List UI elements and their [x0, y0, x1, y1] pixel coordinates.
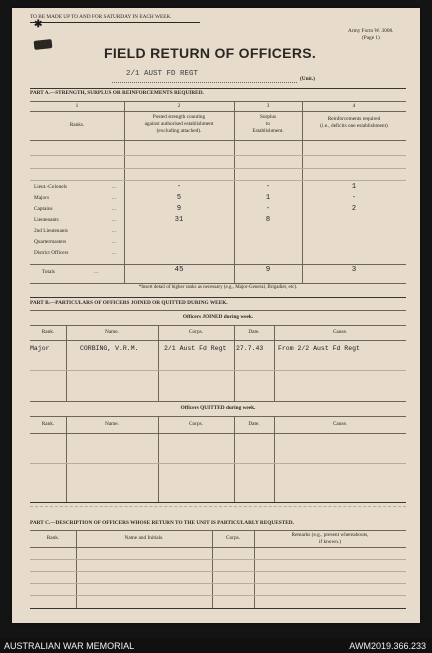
part-a-bottom-rule	[30, 283, 406, 284]
part-c-row-rule-2	[30, 571, 406, 572]
posted-header-line-3: (excluding attached).	[156, 128, 202, 134]
part-c-row-rule-4	[30, 595, 406, 596]
joined-bottom-rule	[30, 401, 406, 402]
quitted-title: Officers QUITTED during week.	[180, 405, 256, 411]
ink-mark: ✱	[34, 19, 43, 30]
part-c-bottom-rule	[30, 608, 406, 609]
joined-col-divider-4	[274, 325, 275, 401]
joined-date-value: 27.7.43	[236, 345, 264, 352]
part-b-header-rule	[30, 310, 406, 311]
posted-majors: 5	[176, 194, 182, 202]
rank-lieut-colonels: Lieut.-Colonels	[34, 184, 68, 190]
unit-dotted-line	[112, 82, 297, 83]
joined-rank-value: Major	[30, 345, 50, 352]
quitted-col-divider-4	[274, 416, 275, 502]
quitted-col-date: Date.	[248, 421, 260, 427]
quitted-col-cause: Cause.	[332, 421, 348, 427]
blank-row-rule-2	[30, 168, 406, 169]
part-b-top-rule	[30, 297, 406, 298]
col-number-3: 3	[266, 103, 270, 109]
part-c-row-rule-1	[30, 559, 406, 560]
remarks-header-line-1: Remarks (e.g., present whereabouts,	[291, 532, 369, 538]
top-note: TO BE MADE UP TO AND FOR SATURDAY IN EACH WEEK.	[30, 14, 172, 20]
rank-dots: ...	[112, 217, 116, 223]
joined-name-value: CORBING, V.R.M.	[80, 345, 139, 352]
remarks-header-line-2: if known.)	[318, 538, 342, 545]
reinf-majors: -	[351, 194, 357, 202]
unit-label: (Unit.)	[300, 76, 315, 82]
surplus-header-line-2: to	[265, 121, 271, 127]
rank-dots: ...	[112, 250, 116, 256]
part-b-heading: PART B.—PARTICULARS OF OFFICERS JOINED OR QUITTED DURING WEEK.	[30, 300, 228, 306]
blank-row-rule-3	[30, 180, 406, 181]
rank-dots: ...	[112, 206, 116, 212]
reinf-lieut-colonels: 1	[351, 183, 357, 191]
blank-row-rule-1	[30, 155, 406, 156]
surplus-header	[234, 114, 302, 135]
reinf-header-line-1: Reinforcements required	[327, 116, 381, 122]
total-surplus: 9	[265, 266, 271, 274]
part-b-bottom-rule	[30, 502, 406, 503]
joined-header-rule	[30, 340, 406, 341]
total-reinforcements: 3	[351, 266, 357, 274]
unit-value: 2/1 AUST FD REGT	[126, 70, 199, 78]
form-title: FIELD RETURN OF OFFICERS.	[104, 45, 317, 61]
quitted-col-divider-2	[158, 416, 159, 502]
rank-dots: ...	[112, 239, 116, 245]
reinf-header-line-2: (i.e., deficits one establishment)	[320, 123, 388, 129]
col-number-4: 4	[352, 103, 356, 109]
rank-captains: Captains	[34, 206, 53, 212]
quitted-header-rule	[30, 433, 406, 434]
surplus-lieut-colonels: -	[265, 183, 271, 191]
joined-col-cause: Cause.	[332, 329, 348, 335]
part-a-top-rule	[30, 88, 406, 89]
joined-col-name: Name.	[105, 329, 119, 335]
page-label: (Page 1)	[362, 35, 380, 41]
part-c-header-rule	[30, 530, 406, 531]
joined-row-rule	[30, 370, 406, 371]
rank-dots: ...	[112, 195, 116, 201]
rank-dots: ...	[112, 184, 116, 190]
joined-cause-value: From 2/2 Aust Fd Regt	[278, 345, 360, 352]
joined-col-divider-1	[66, 325, 67, 401]
surplus-header-line-1: Surplus	[259, 114, 277, 120]
joined-title: Officers JOINED during week.	[182, 314, 254, 320]
total-posted: 45	[174, 266, 184, 274]
part-a-header-rule	[30, 101, 406, 102]
joined-title-rule	[30, 325, 406, 326]
totals-rule	[30, 264, 406, 265]
part-a-footnote: *Insert detail of higher ranks as necessary (e.g., Major-General, Brigadier, etc).	[138, 285, 298, 290]
rank-majors: Majors	[34, 195, 50, 201]
posted-lieutenants: 31	[174, 216, 184, 224]
quitted-col-rank: Rank.	[41, 421, 55, 427]
part-c-col-header-rule	[30, 547, 406, 548]
totals-label: Totals	[42, 269, 55, 275]
part-c-row-rule-3	[30, 583, 406, 584]
posted-header-line-2: against authorised establishment	[144, 121, 214, 127]
army-form-label: Army Form W. 3008.	[348, 28, 394, 34]
ranks-header: Ranks.	[69, 122, 85, 128]
surplus-lieutenants: 8	[265, 216, 271, 224]
joined-col-corps: Corps.	[189, 329, 203, 335]
col-number-1: 1	[75, 103, 79, 109]
footer-accession-number: AWM2019.366.233	[349, 641, 426, 651]
quitted-col-corps: Corps.	[189, 421, 203, 427]
joined-col-divider-3	[234, 325, 235, 401]
reinforcements-header	[302, 116, 406, 130]
field-return-form	[12, 8, 420, 623]
posted-captains: 9	[176, 205, 182, 213]
quitted-col-name: Name.	[105, 421, 119, 427]
ink-blot	[34, 39, 53, 50]
posted-lieut-colonels: -	[176, 183, 182, 191]
posted-header-line-1: Posted strength counting	[152, 114, 206, 120]
quitted-col-divider-1	[66, 416, 67, 502]
rank-district-officers: District Officers	[34, 250, 69, 256]
quitted-col-divider-3	[234, 416, 235, 502]
part-c-col-rank: Rank.	[46, 535, 60, 541]
surplus-captains: -	[265, 205, 271, 213]
col-header-rule	[30, 140, 406, 141]
top-note-underline	[30, 22, 200, 23]
joined-corps-value: 2/1 Aust Fd Regt	[164, 345, 227, 352]
posted-header	[124, 114, 234, 135]
surplus-majors: 1	[265, 194, 271, 202]
joined-col-rank: Rank.	[41, 329, 55, 335]
col-number-rule	[30, 111, 406, 112]
rank-2nd-lieutenants: 2nd Lieutenants	[34, 228, 68, 234]
fold-line	[30, 506, 406, 507]
totals-dots: ...	[94, 269, 98, 275]
rank-quartermasters: Quartermasters	[34, 239, 67, 245]
rank-dots: ...	[112, 228, 116, 234]
part-a-heading: PART A.—STRENGTH, SURPLUS OR REINFORCEMENTS REQUIRED.	[30, 90, 204, 96]
part-c-col-name: Name and Initials.	[124, 535, 164, 541]
footer-institution: AUSTRALIAN WAR MEMORIAL	[4, 641, 135, 651]
part-c-col-remarks	[254, 532, 406, 545]
joined-col-date: Date.	[248, 329, 260, 335]
joined-col-divider-2	[158, 325, 159, 401]
part-c-col-divider-1	[76, 530, 77, 608]
col-number-2: 2	[177, 103, 181, 109]
surplus-header-line-3: Establishment.	[252, 128, 284, 134]
part-c-col-corps: Corps.	[226, 535, 240, 541]
quitted-title-rule	[30, 416, 406, 417]
part-c-heading: PART C.—DESCRIPTION OF OFFICERS WHOSE RETURN TO THE UNIT IS PARTICULARLY REQUESTED.	[30, 520, 294, 526]
part-c-col-divider-2	[212, 530, 213, 608]
archive-footer	[0, 638, 432, 653]
reinf-captains: 2	[351, 205, 357, 213]
rank-lieutenants: Lieutenants	[34, 217, 59, 223]
quitted-row-rule	[30, 463, 406, 464]
